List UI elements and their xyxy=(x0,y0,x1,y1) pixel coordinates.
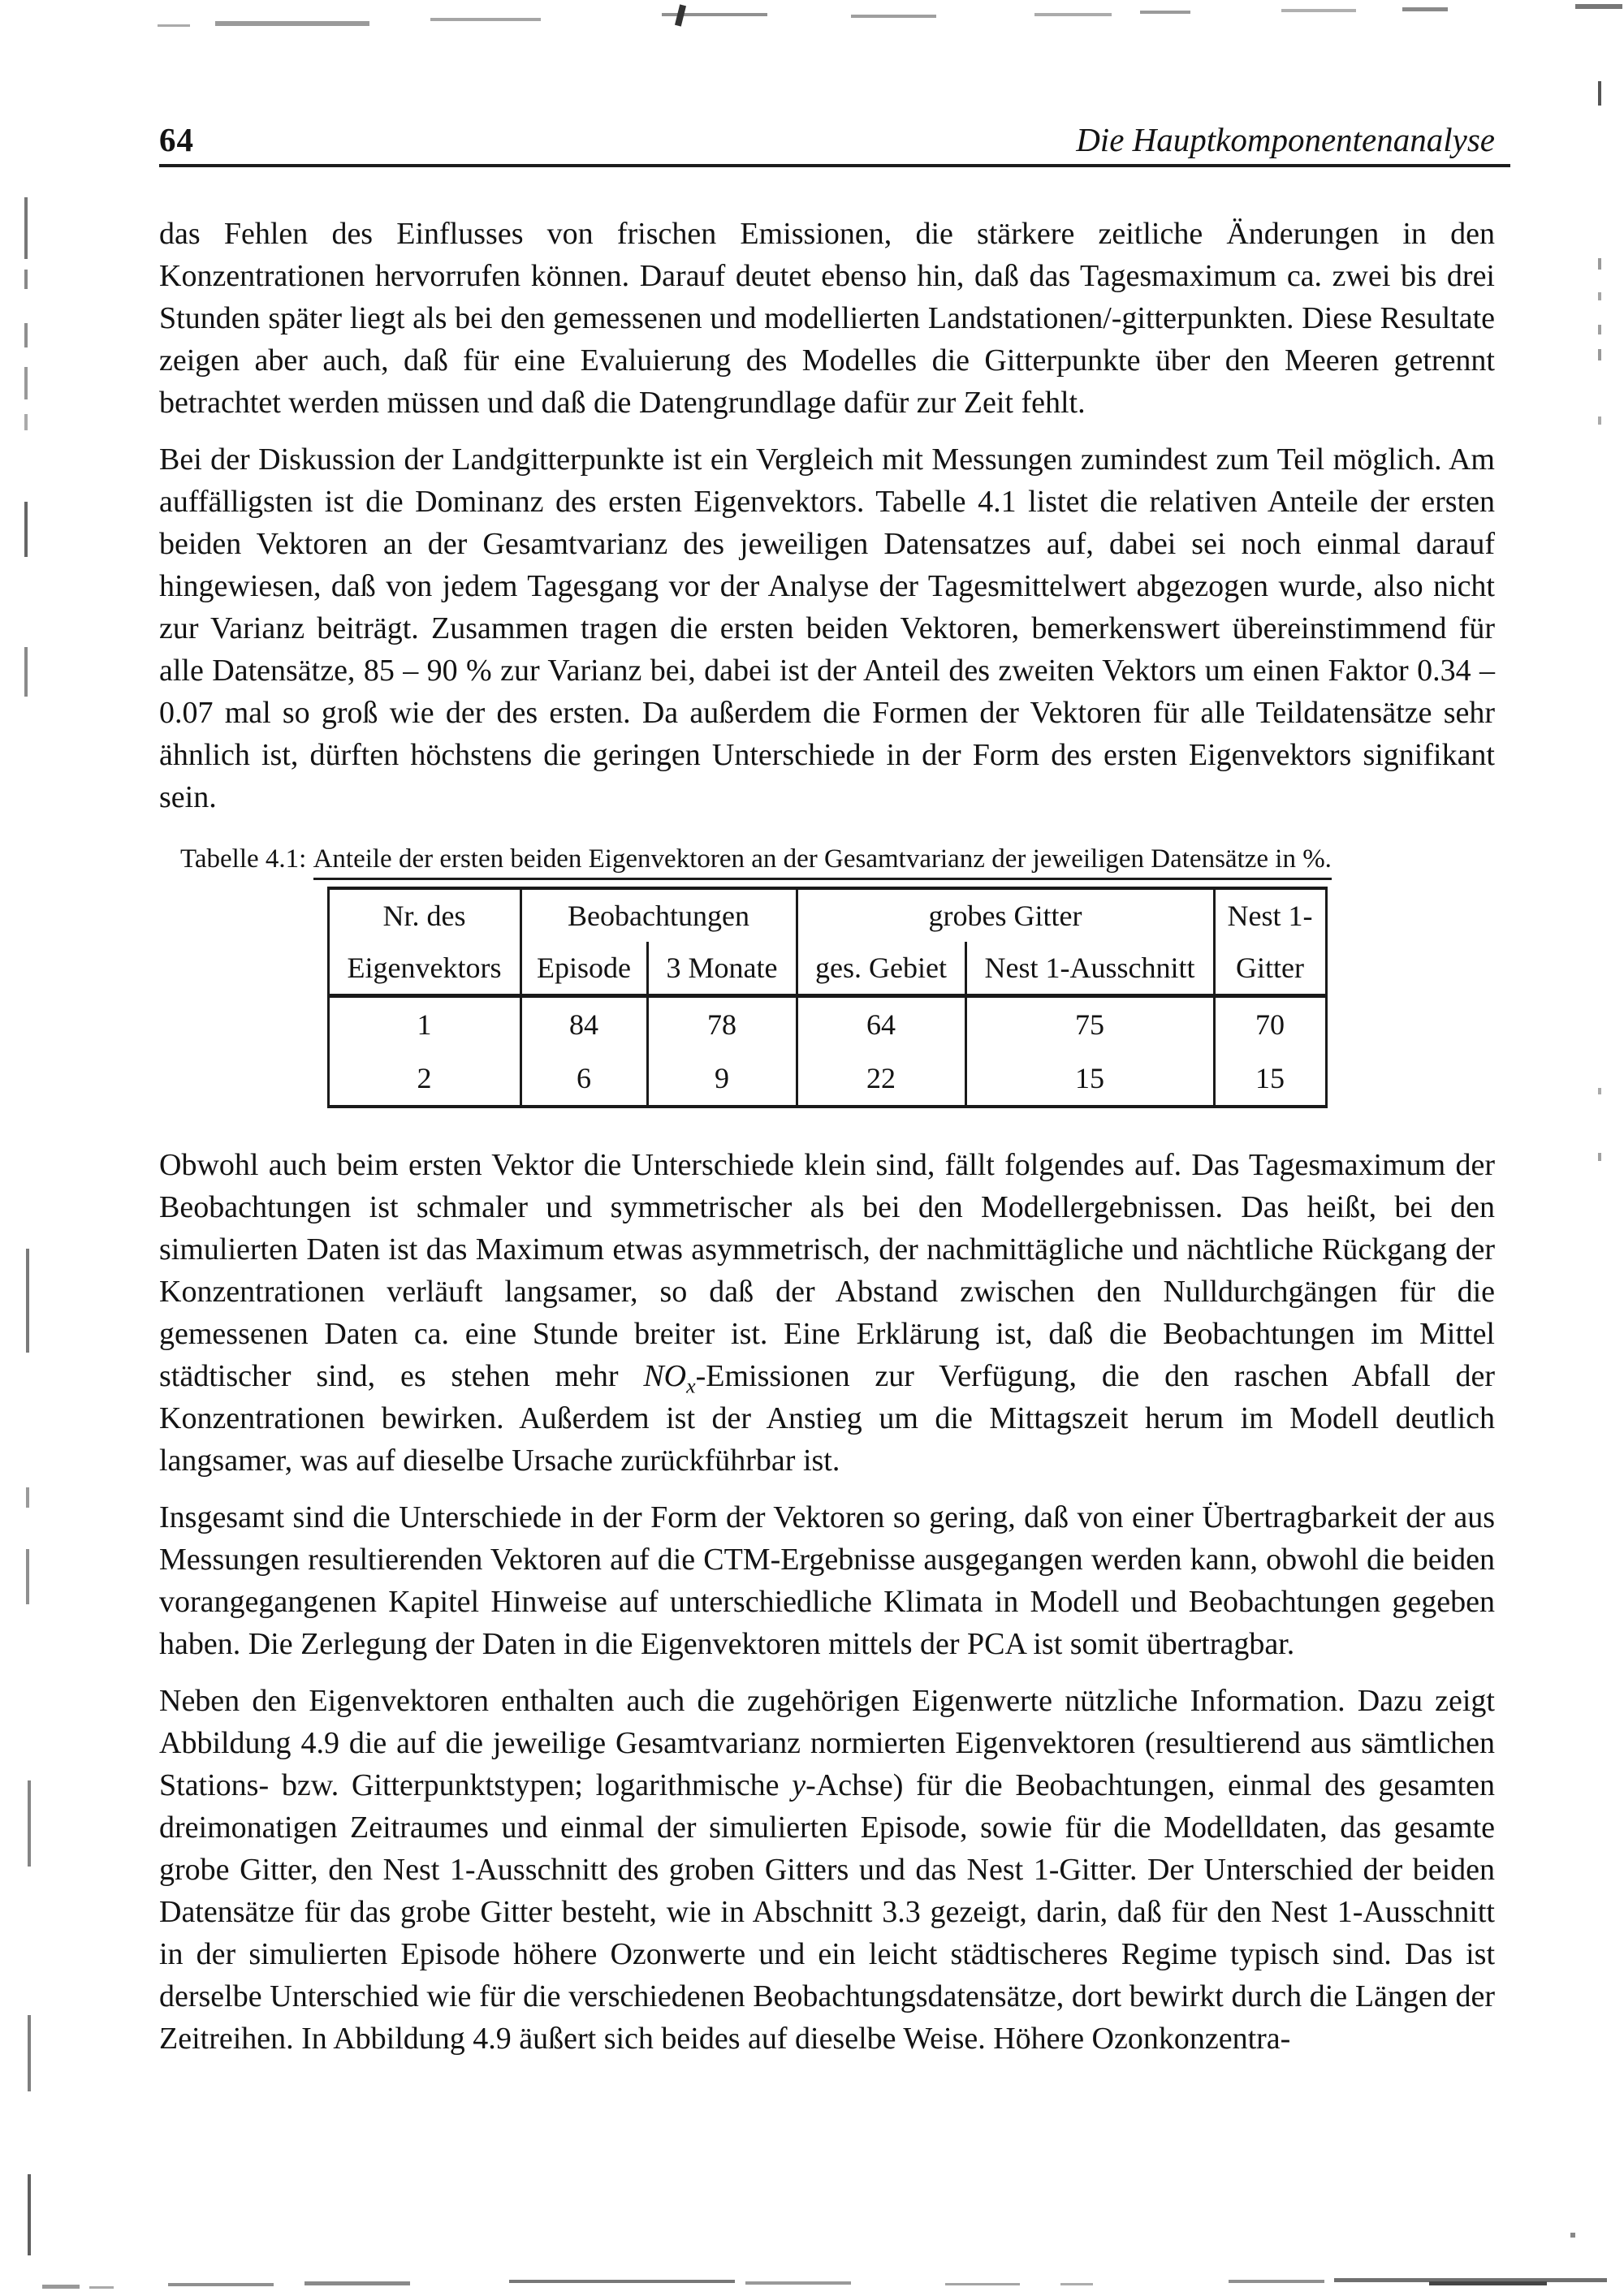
scan-artifact xyxy=(24,197,28,259)
cell-r2-gebiet: 22 xyxy=(797,1051,965,1107)
scan-artifact xyxy=(945,2283,1020,2285)
cell-r2-monate: 9 xyxy=(647,1051,797,1107)
cell-r2-episode: 6 xyxy=(520,1051,647,1107)
scan-artifact xyxy=(24,367,28,399)
scan-artifact xyxy=(168,2283,274,2286)
page-header xyxy=(159,120,1495,159)
table-caption xyxy=(180,839,1495,878)
scan-artifact xyxy=(430,18,541,21)
scan-artifact xyxy=(1598,1088,1601,1094)
scan-artifact xyxy=(26,1549,29,1604)
scan-artifact xyxy=(509,2280,735,2283)
page-number: 64 xyxy=(159,121,194,158)
scan-artifact xyxy=(1429,2281,1547,2285)
scan-artifact xyxy=(1598,416,1601,425)
cell-r1-eigenvektor: 1 xyxy=(328,996,520,1052)
scan-artifact xyxy=(28,2015,31,2091)
scan-artifact xyxy=(24,502,28,557)
scan-artifact xyxy=(1598,258,1601,270)
nox-subscript: x xyxy=(686,1374,696,1398)
scan-artifact xyxy=(304,2281,410,2285)
header-nr-des: Nr. des xyxy=(328,888,520,942)
running-header-title: Die Hauptkomponentenanalyse xyxy=(1076,121,1495,158)
paragraph-3 xyxy=(159,1144,1495,1482)
scan-artifact xyxy=(28,2174,31,2255)
paragraph-1: das Fehlen des Einflusses von frischen Emissionen, die stärkere zeitliche Änderungen in den Konzentrationen hervorrufen können. Darauf deutet ebenso hin, daß das Tagesmaximum ca. zwei bis drei Stunden später liegt als bei den gemessenen und modellierten Landstationen/-gitterpunkten. Diese Resultate zeigen aber auch, daß für eine Evaluierung des Modelles die Gitterpunkte über den Meeren getrennt betrachtet werden müssen und daß die Datengrundlage dafür zur Zeit fehlt. xyxy=(159,217,1495,420)
scan-artifact xyxy=(215,21,369,26)
scan-artifact xyxy=(745,2281,851,2285)
scan-artifact xyxy=(1402,7,1448,11)
table-4-1 xyxy=(327,887,1328,1108)
table-caption-text: Anteile der ersten beiden Eigenvektoren an der Gesamtvarianz der jeweiligen Datensätze in %. xyxy=(313,844,1332,880)
cell-r1-gebiet: 64 xyxy=(797,996,965,1052)
header-episode: Episode xyxy=(520,942,647,996)
header-grobes-gitter: grobes Gitter xyxy=(797,888,1214,942)
scan-artifact xyxy=(24,270,28,289)
scan-artifact xyxy=(851,15,936,18)
scan-artifact xyxy=(1598,81,1601,106)
scan-artifact xyxy=(24,647,28,697)
scan-artifact xyxy=(42,2285,80,2289)
cell-r1-ausschnitt: 75 xyxy=(965,996,1214,1052)
scan-artifact xyxy=(1598,325,1601,334)
paragraph-2: Bei der Diskussion der Landgitterpunkte ist ein Vergleich mit Messungen zumindest zum Teil möglich. Am auffälligsten ist die Dominanz des ersten Eigenvektors. Tabelle 4.1 listet die relativen Anteile der ersten beiden Vektoren an der Gesamtvarianz des jeweiligen Datensatzes auf, dabei sei noch einmal darauf hingewiesen, daß von jedem Tagesgang vor der Analyse der Tagesmittelwert abgezogen wurde, also nicht zur Varianz beiträgt. Zusammen tragen die ersten beiden Vektoren, bemerkenswert übereinstimmend für alle Datensätze, 85 – 90 % zur Varianz bei, dabei ist der Anteil des zweiten Vektors um einen Faktor 0.34 – 0.07 mal so groß wie der des ersten. Da außerdem die Formen der Vektoren für alle Teildatensätze sehr ähnlich ist, dürften höchstens die geringen Unterschiede in der Form des ersten Eigenvektors signifikant sein. xyxy=(159,442,1495,814)
page-body xyxy=(159,213,1495,2074)
header-nest1: Nest 1- xyxy=(1227,900,1313,932)
scan-artifact xyxy=(26,1487,29,1508)
paragraph-4: Insgesamt sind die Unterschiede in der Form der Vektoren so gering, daß von einer Übertragbarkeit der aus Messungen resultierenden Vektoren auf die CTM-Ergebnisse ausgegangen werden kann, obwohl die beiden vorangegangenen Kapitel Hinweise auf unterschiedliche Klimata in Modell und Beobachtungen gegeben haben. Die Zerlegung der Daten in die Eigenvektoren mittels der PCA ist somit übertragbar. xyxy=(159,1500,1495,1661)
table-header-row-2 xyxy=(328,942,1326,996)
scan-artifact xyxy=(28,1780,31,1867)
paragraph-3-text-a: Obwohl auch beim ersten Vektor die Unterschiede klein sind, fällt folgendes auf. Das Tagesmaximum der Beobachtungen ist schmaler und symmetrischer als bei den Modellergebnissen. Das heißt, bei den simulierten Daten ist das Maximum etwas asymmetrisch, der nachmittägliche und nächtliche Rückgang der Konzentrationen verläuft langsamer, so daß der Abstand zwischen den Nulldurchgängen für die gemessenen Daten ca. eine Stunde breiter ist. Eine Erklärung ist, daß die Beobachtungen im Mittel städtischer sind, es stehen mehr xyxy=(159,1148,1495,1393)
header-nest1-ausschnitt: Nest 1-Ausschnitt xyxy=(965,942,1214,996)
scan-artifact xyxy=(1140,11,1190,14)
header-rule xyxy=(159,164,1510,167)
header-eigenvektors: Eigenvektors xyxy=(328,942,520,996)
table-header-row-1 xyxy=(328,888,1326,942)
header-gitter: Gitter xyxy=(1214,942,1326,996)
scan-artifact xyxy=(1060,2283,1093,2285)
scan-artifact xyxy=(1598,1153,1601,1161)
scan-artifact xyxy=(24,323,28,347)
scan-artifact xyxy=(1570,2233,1575,2238)
nox-formula xyxy=(643,1359,696,1398)
scan-artifact xyxy=(1598,349,1601,360)
paragraph-5-text-b: -Achse) für die Beobachtungen, einmal des gesamten dreimonatigen Zeitraumes und einmal der simulierten Episode, sowie für die Modelldaten, das gesamte grobe Gitter, den Nest 1-Ausschnitt des groben Gitters und das Nest 1-Gitter. Der Unterschied der beiden Datensätze für das grobe Gitter besteht, wie in Abschnitt 3.3 gezeigt, darin, daß für den Nest 1-Ausschnitt in der simulierten Episode höhere Ozonwerte und ein leicht städtischeres Regime typisch sind. Das ist derselbe Unterschied wie für die verschiedenen Beobachtungsdatensätze, dort bewirkt durch die Längen der Zeitreihen. In Abbildung 4.9 äußert sich beides auf dieselbe Weise. Höhere Ozonkonzentra- xyxy=(159,1768,1496,2056)
scan-artifact xyxy=(158,24,190,27)
scan-artifact xyxy=(1598,292,1601,300)
nox-base: NO xyxy=(643,1359,687,1393)
cell-r2-eigenvektor: 2 xyxy=(328,1051,520,1107)
scan-artifact xyxy=(89,2286,114,2289)
scan-artifact xyxy=(1281,9,1356,12)
cell-r1-episode: 84 xyxy=(520,996,647,1052)
paragraph-5 xyxy=(159,1680,1495,2060)
scan-artifact xyxy=(1229,2280,1324,2283)
scan-artifact xyxy=(24,414,28,430)
header-3-monate: 3 Monate xyxy=(647,942,797,996)
cell-r2-gitter: 15 xyxy=(1255,1062,1285,1094)
table-caption-label: Tabelle 4.1: xyxy=(180,844,307,874)
y-axis-symbol: y xyxy=(792,1768,806,1802)
paragraph-3-text-b: -Emissionen zur Verfügung, die den raschen Abfall der Konzentrationen bewirken. Außerdem ist der Anstieg um die Mittagszeit herum im Modell deutlich langsamer, was auf dieselbe Ursache zurückführbar ist. xyxy=(159,1359,1495,1478)
scan-artifact xyxy=(26,1249,29,1353)
cell-r1-monate: 78 xyxy=(647,996,797,1052)
scan-artifact xyxy=(1034,13,1112,16)
scan-artifact xyxy=(1575,4,1622,9)
paragraph-5-text-a: Neben den Eigenvektoren enthalten auch die zugehörigen Eigenwerte nützliche Information. Dazu zeigt Abbildung 4.9 die auf die jeweilige Gesamtvarianz normierten Eigenvektoren (resultierend aus sämtlichen Stations- bzw. Gitterpunktstypen; logarithmische xyxy=(159,1684,1495,1802)
table-row xyxy=(328,996,1326,1052)
cell-r1-gitter: 70 xyxy=(1255,1008,1285,1041)
table-row xyxy=(328,1051,1326,1107)
cell-r2-ausschnitt: 15 xyxy=(965,1051,1214,1107)
header-beobachtungen: Beobachtungen xyxy=(520,888,797,942)
header-ges-gebiet: ges. Gebiet xyxy=(797,942,965,996)
